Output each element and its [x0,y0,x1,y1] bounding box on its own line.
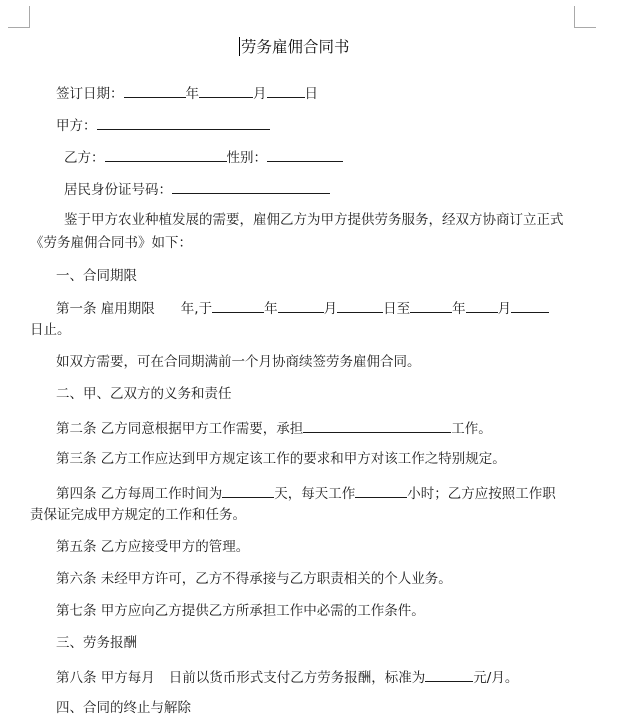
section-heading-term[interactable]: 一、合同期限 [56,268,137,284]
article-1-end-year-blank[interactable] [410,298,452,313]
article-6-line[interactable]: 第六条 未经甲方许可，乙方不得承接与乙方职责相关的个人业务。 [56,571,452,587]
renewal-paragraph[interactable]: 如双方需要，可在合同期满前一个月协商续签劳务雇佣合同。 [56,354,421,370]
article-3-line[interactable]: 第三条 乙方工作应达到甲方规定该工作的要求和甲方对该工作之特别规定。 [56,451,506,467]
document-title[interactable]: 劳务雇佣合同书 [241,38,350,56]
party-b-label: 乙方： [64,150,105,166]
gender-blank[interactable] [267,147,343,162]
section-heading-duties[interactable]: 二、甲、乙双方的义务和责任 [56,386,232,402]
article-1-start-day-blank[interactable] [337,298,383,313]
article-8-line[interactable] [56,667,518,687]
article-2-line[interactable] [56,418,492,438]
article-1-day-to-label: 日至 [383,301,411,317]
article-2-work-blank[interactable] [303,418,451,433]
article-8-prefix: 第八条 甲方每月 [56,670,155,686]
article-1-line[interactable] [56,298,549,318]
sign-day-blank[interactable] [267,83,305,98]
article-1-month2-label: 月 [497,301,512,317]
article-4-hours-blank[interactable] [355,483,407,498]
article-1-start-month-blank[interactable] [278,298,324,313]
article-4-prefix: 第四条 乙方每周工作时间为 [56,486,223,502]
article-8-suffix: 元/月。 [473,670,519,686]
party-a-label: 甲方： [56,118,97,134]
text-cursor [239,37,240,56]
article-1-gap-text: 年,于 [180,301,213,317]
intro-line-1[interactable]: 鉴于甲方农业种植发展的需要，雇佣乙方为甲方提供劳务服务，经双方协商订立正式 [64,212,564,228]
article-1-start-year-blank[interactable] [212,298,264,313]
sign-day-label: 日 [304,86,318,102]
article-4-days-blank[interactable] [222,483,274,498]
article-4-line-2[interactable]: 责保证完成甲方规定的工作和任务。 [30,507,246,523]
page-corner-mark-top-right [574,6,596,28]
article-4-days-label: 天，每天工作 [274,486,356,502]
id-number-line[interactable] [64,179,330,199]
sign-date-line[interactable] [56,83,318,103]
article-5-line[interactable]: 第五条 乙方应接受甲方的管理。 [56,539,250,555]
party-b-line[interactable] [64,147,343,167]
page-corner-mark-top-left [8,6,30,28]
party-a-blank[interactable] [97,115,270,130]
sign-year-label: 年 [185,86,199,102]
gender-label: 性别： [226,150,267,166]
article-1-line-2[interactable]: 日止。 [30,322,71,338]
article-8-amount-blank[interactable] [425,667,473,682]
sign-month-label: 月 [253,86,267,102]
article-2-suffix: 工作。 [451,421,492,437]
article-1-year2-label: 年 [452,301,466,317]
article-7-line[interactable]: 第七条 甲方应向乙方提供乙方所承担工作中必需的工作条件。 [56,603,425,619]
party-b-blank[interactable] [105,147,227,162]
article-1-prefix: 第一条 雇用期限 [56,301,155,317]
sign-month-blank[interactable] [199,83,253,98]
article-8-middle: 日前以货币形式支付乙方劳务报酬，标准为 [168,670,426,686]
sign-year-blank[interactable] [124,83,186,98]
intro-line-2[interactable]: 《劳务雇佣合同书》如下： [30,235,192,251]
article-4-hours-label: 小时；乙方应按照工作职 [407,486,556,502]
section-heading-pay[interactable]: 三、劳务报酬 [56,635,137,651]
article-2-prefix: 第二条 乙方同意根据甲方工作需要，承担 [56,421,304,437]
party-a-line[interactable] [56,115,270,135]
sign-date-label: 签订日期： [56,86,124,102]
id-number-blank[interactable] [172,179,330,194]
article-1-year-label: 年 [264,301,278,317]
article-1-month-label: 月 [323,301,338,317]
article-1-end-month-blank[interactable] [466,298,498,313]
article-4-line[interactable] [56,483,556,503]
id-number-label: 居民身份证号码： [64,182,172,198]
section-heading-termination[interactable]: 四、合同的终止与解除 [56,700,191,716]
article-1-end-day-blank[interactable] [511,298,549,313]
